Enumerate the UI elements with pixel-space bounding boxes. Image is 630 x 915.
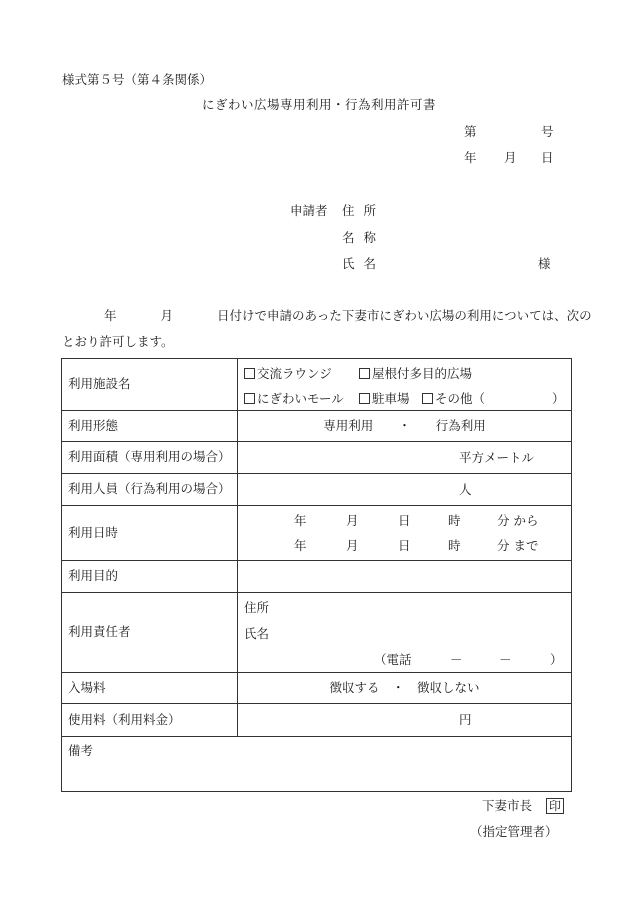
body-year-label: 年 — [104, 308, 117, 323]
purpose-input-cell[interactable] — [238, 561, 572, 593]
option-mall-label: にぎわいモール — [257, 391, 344, 406]
area-input-cell[interactable] — [238, 442, 572, 474]
fee-label: 使用料（利用料金） — [62, 704, 238, 737]
phone-dash-1: － — [450, 652, 463, 667]
datetime-input-cell[interactable] — [238, 506, 572, 561]
checkbox-mall[interactable] — [244, 391, 344, 406]
document-title: にぎわい広場専用利用・行為利用許可書 — [202, 97, 437, 112]
people-input-cell[interactable] — [238, 474, 572, 506]
option-parking-label: 駐車場 — [372, 391, 410, 406]
start-year-label: 年 — [294, 513, 307, 528]
option-covered-plaza-label: 屋根付多目的広場 — [372, 366, 473, 381]
issue-day-label: 日 — [541, 150, 554, 165]
end-minute-label: 分 まで — [497, 538, 539, 553]
start-hour-label: 時 — [448, 513, 461, 528]
seal-stamp: 印 — [546, 798, 564, 814]
responsible-label: 利用責任者 — [62, 593, 238, 673]
end-year-label: 年 — [294, 538, 307, 553]
admission-value[interactable]: 徴収する ・ 徴収しない — [238, 673, 572, 704]
body-month-label: 月 — [160, 308, 174, 323]
people-label: 利用人員（行為利用の場合） — [62, 474, 238, 506]
applicant-org-name-label: 名称 — [342, 230, 386, 245]
body-text-rest: 日付けで申請のあった下妻市にぎわい広場の利用については、次の — [217, 308, 592, 323]
issue-year-label: 年 — [464, 150, 477, 165]
issue-month-label: 月 — [504, 150, 517, 165]
end-day-label: 日 — [398, 538, 411, 553]
permit-details-table — [61, 358, 572, 792]
designated-manager-label: （指定管理者） — [470, 824, 558, 839]
fee-unit: 円 — [459, 712, 472, 727]
option-lounge-label: 交流ラウンジ — [257, 366, 332, 381]
fee-input-cell[interactable] — [238, 704, 572, 737]
checkbox-icon — [359, 393, 370, 404]
table-row-admission — [62, 673, 572, 704]
permit-number-prefix: 第 — [464, 124, 477, 139]
table-row-datetime — [62, 506, 572, 561]
table-row-purpose — [62, 561, 572, 593]
body-text-line-1 — [104, 310, 592, 323]
table-row-people — [62, 474, 572, 506]
responsible-input-cell[interactable] — [238, 593, 572, 673]
usage-form-label: 利用形態 — [62, 411, 238, 442]
table-row-area — [62, 442, 572, 474]
area-label: 利用面積（専用利用の場合） — [62, 442, 238, 474]
usage-form-value[interactable]: 専用利用 ・ 行為利用 — [238, 411, 572, 442]
facility-options-cell — [238, 359, 572, 411]
purpose-label: 利用目的 — [62, 561, 238, 593]
phone-dash-2: － — [499, 652, 512, 667]
option-other-label: その他（ — [435, 391, 486, 406]
datetime-label: 利用日時 — [62, 506, 238, 561]
start-minute-label: 分 から — [497, 513, 539, 528]
checkbox-lounge[interactable] — [244, 366, 332, 381]
checkbox-parking[interactable] — [359, 391, 410, 406]
table-row-usage-form — [62, 411, 572, 442]
area-unit: 平方メートル — [459, 450, 535, 465]
mayor-label: 下妻市長 — [482, 798, 533, 813]
end-hour-label: 時 — [448, 538, 461, 553]
table-row-responsible — [62, 593, 572, 673]
admission-label: 入場料 — [62, 673, 238, 704]
responsible-phone-open: （電話 — [374, 652, 412, 667]
checkbox-covered-plaza[interactable] — [359, 366, 472, 381]
table-row-facility — [62, 359, 572, 411]
applicant-person-label: 氏名 — [342, 256, 386, 271]
table-row-fee — [62, 704, 572, 737]
remarks-cell[interactable] — [62, 737, 572, 792]
facility-label: 利用施設名 — [62, 359, 238, 411]
permit-number-suffix: 号 — [541, 124, 554, 139]
checkbox-other[interactable] — [422, 391, 485, 406]
people-unit: 人 — [459, 482, 472, 497]
form-number: 様式第５号（第４条関係） — [62, 72, 213, 87]
start-day-label: 日 — [398, 513, 411, 528]
remarks-label: 備考 — [68, 743, 94, 758]
start-month-label: 月 — [346, 513, 359, 528]
end-month-label: 月 — [346, 538, 359, 553]
responsible-address-label: 住所 — [244, 600, 270, 615]
checkbox-icon — [244, 368, 255, 379]
checkbox-icon — [422, 393, 433, 404]
checkbox-icon — [244, 393, 255, 404]
responsible-phone-close: ） — [550, 652, 563, 667]
option-other-close: ） — [552, 391, 565, 406]
applicant-address-label: 住所 — [342, 203, 386, 218]
body-text-line-2: とおり許可します。 — [62, 334, 174, 349]
mayor-signature-line — [482, 798, 564, 814]
honorific-sama: 様 — [538, 256, 551, 271]
applicant-label: 申請者 — [290, 203, 328, 218]
checkbox-icon — [359, 368, 370, 379]
table-row-remarks — [62, 737, 572, 792]
responsible-name-label: 氏名 — [244, 626, 270, 641]
